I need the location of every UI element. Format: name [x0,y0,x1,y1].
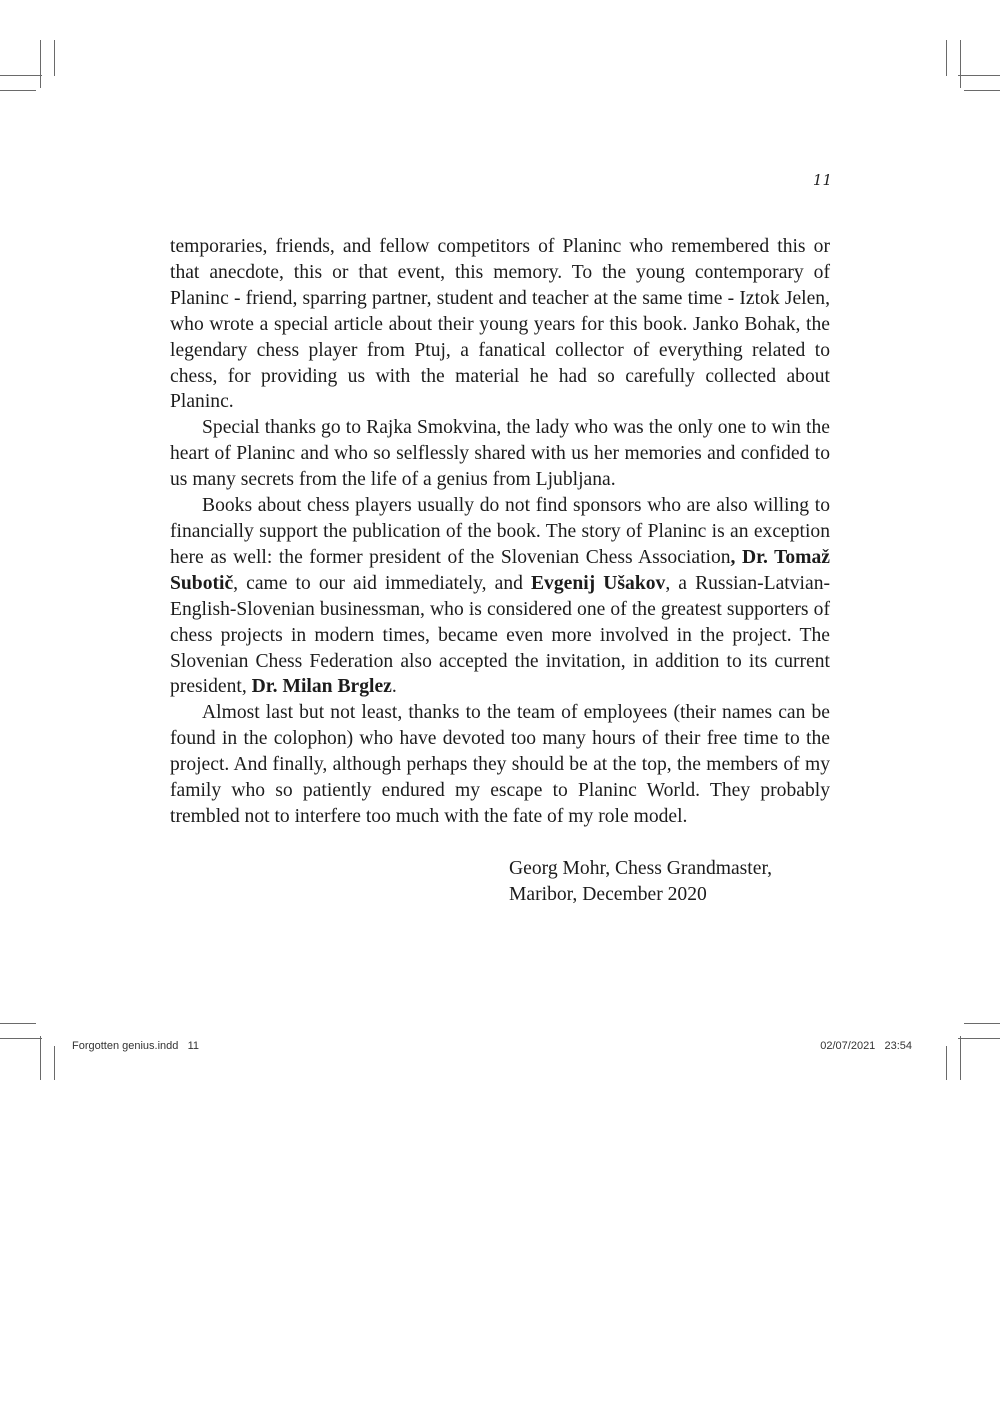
crop-mark [960,1036,961,1080]
crop-mark [40,1036,41,1080]
crop-mark [40,40,41,88]
crop-mark [946,1046,947,1080]
crop-mark [964,1023,1000,1024]
sponsor-name: Evgenij Ušakov [530,572,666,594]
crop-mark [958,75,1000,76]
crop-mark [54,40,55,76]
body-text [170,234,830,830]
crop-mark [958,1038,1000,1039]
paragraph: temporaries, friends, and fellow competitors of Planinc who remembered this or that anecdote, this or that event, this memory. To the young contemporary of Planinc - friend, sparring partner, student and teacher at the same time - Iztok Jelen, who wrote a special article about their young years for this book. Janko Bohak, the legendary chess player from Ptuj, a fanatical collector of everything related to chess, for providing us with the material he had so carefully collected about Planinc. [170,236,830,413]
crop-mark [0,90,36,91]
crop-mark [964,90,1000,91]
president-name: Dr. Milan Brglez [251,676,392,698]
crop-mark [0,1023,36,1024]
signature [509,856,772,908]
crop-mark [0,1038,42,1039]
paragraph-text: . [391,676,397,698]
paragraph-text: , came to our aid immediately, and [233,572,531,594]
slug-file-info: Forgotten genius.indd 11 [72,1040,199,1052]
slug-timestamp: 02/07/2021 23:54 [820,1040,912,1052]
sponsor-name: , Dr. Tomaž Subotič [170,546,830,594]
paragraph-text: , a Russian-Latvian-English-Slovenian businessman, who is considered one of the greatest supporters of chess projects in modern times, became even more involved in the project. The Slovenian Chess Federation also accepted the invitation, in addition to its current president, [170,572,831,698]
paragraph: Almost last but not least, thanks to the team of employees (their names can be found in the colophon) who have devoted too many hours of their free time to the project. And finally, although perhaps they should be at the top, the members of my family who so patiently endured my escape to Planinc World. They probably trembled not to interfere too much with the fate of my role model. [170,702,830,827]
crop-mark [54,1046,55,1080]
paragraph [170,493,830,700]
crop-mark [960,40,961,88]
paragraph-text: Books about chess players usually do not find sponsors who are also willing to financially support the publication of the book. The story of Planinc is an exception here as well: the former president of the Slovenian Chess Association [170,495,830,568]
page-number: 11 [812,171,832,189]
signature-place-date: Maribor, December 2020 [509,884,707,905]
paragraph: Special thanks go to Rajka Smokvina, the lady who was the only one to win the heart of Planinc and who so selflessly shared with us her memories and confided to us many secrets from the life of a genius from Ljubljana. [170,417,830,491]
crop-mark [946,40,947,76]
crop-mark [0,75,42,76]
signature-author: Georg Mohr, Chess Grandmaster, [509,858,773,879]
